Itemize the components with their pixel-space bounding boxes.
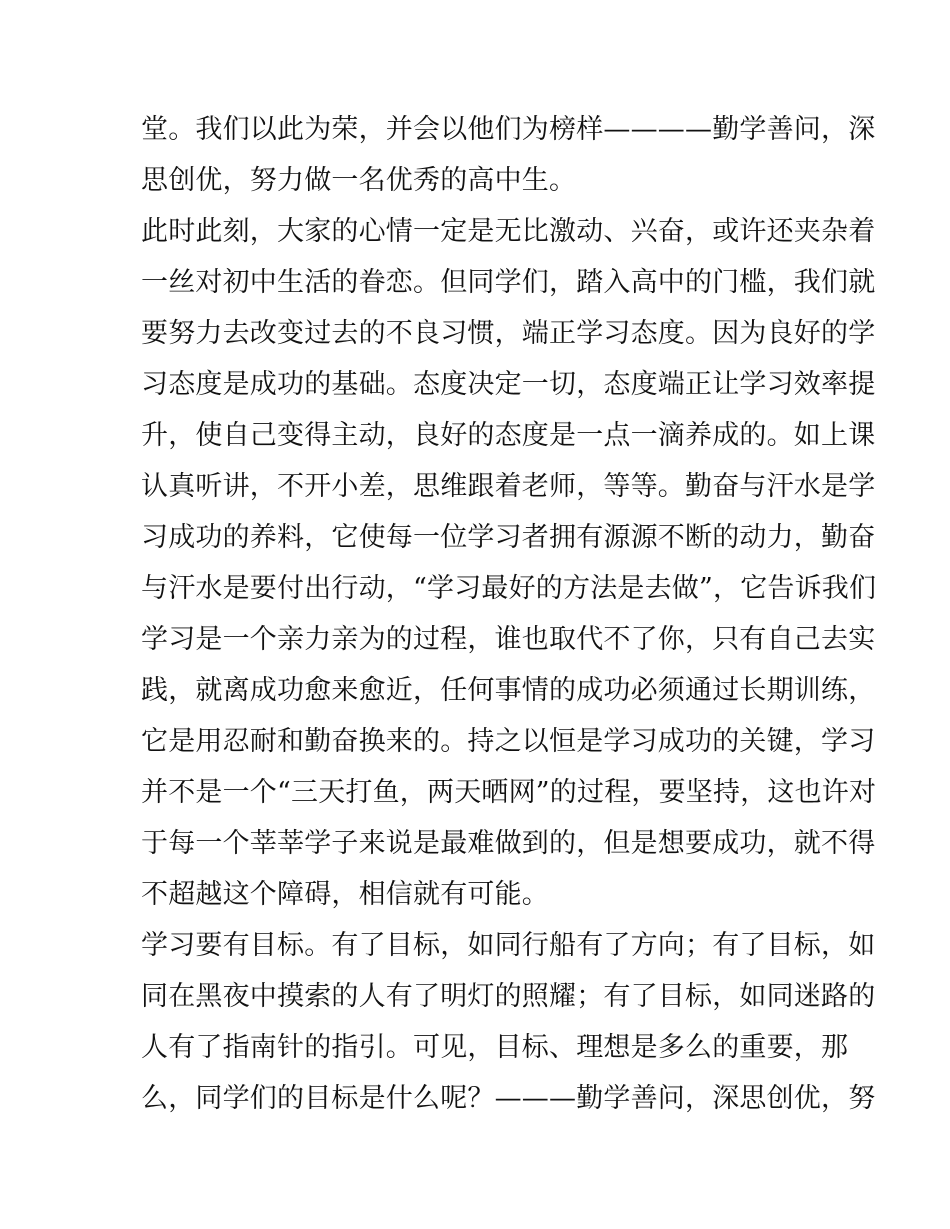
text-line: 于每一个莘莘学子来说是最难做到的，但是想要成功，就不得: [141, 828, 876, 859]
text-line: 此时此刻，大家的心情一定是无比激动、兴奋，或许还夹杂着: [141, 216, 876, 247]
text-line: 人有了指南针的指引。可见，目标、理想是多么的重要，那: [141, 1032, 849, 1063]
text-line: 堂。我们以此为荣，并会以他们为榜样————勤学善问，深: [141, 114, 876, 145]
text-line: 一丝对初中生活的眷恋。但同学们，踏入高中的门槛，我们就: [141, 267, 876, 298]
text-line: 不超越这个障碍，相信就有可能。: [141, 879, 549, 910]
text-line: 认真听讲，不开小差，思维跟着老师，等等。勤奋与汗水是学: [141, 471, 876, 502]
text-line: 要努力去改变过去的不良习惯，端正学习态度。因为良好的学: [141, 318, 876, 349]
text-line: 学习是一个亲力亲为的过程，谁也取代不了你，只有自己去实: [141, 624, 876, 655]
text-line: 同在黑夜中摸索的人有了明灯的照耀；有了目标，如同迷路的: [141, 981, 876, 1012]
text-line: 它是用忍耐和勤奋换来的。持之以恒是学习成功的关键，学习: [141, 726, 876, 757]
text-line: 习态度是成功的基础。态度决定一切，态度端正让学习效率提: [141, 369, 876, 400]
text-line: 习成功的养料，它使每一位学习者拥有源源不断的动力，勤奋: [141, 522, 876, 553]
text-line: 么，同学们的目标是什么呢？———勤学善问，深思创优，努: [141, 1083, 876, 1114]
text-line: 学习要有目标。有了目标，如同行船有了方向；有了目标，如: [141, 930, 876, 961]
text-line: 升，使自己变得主动，良好的态度是一点一滴养成的。如上课: [141, 420, 876, 451]
text-line: 与汗水是要付出行动，“学习最好的方法是去做”，它告诉我们: [141, 573, 877, 604]
text-line: 思创优，努力做一名优秀的高中生。: [141, 165, 577, 196]
text-line: 并不是一个“三天打鱼，两天晒网”的过程，要坚持，这也许对: [141, 777, 877, 808]
text-line: 践，就离成功愈来愈近，任何事情的成功必须通过长期训练，: [141, 675, 876, 706]
